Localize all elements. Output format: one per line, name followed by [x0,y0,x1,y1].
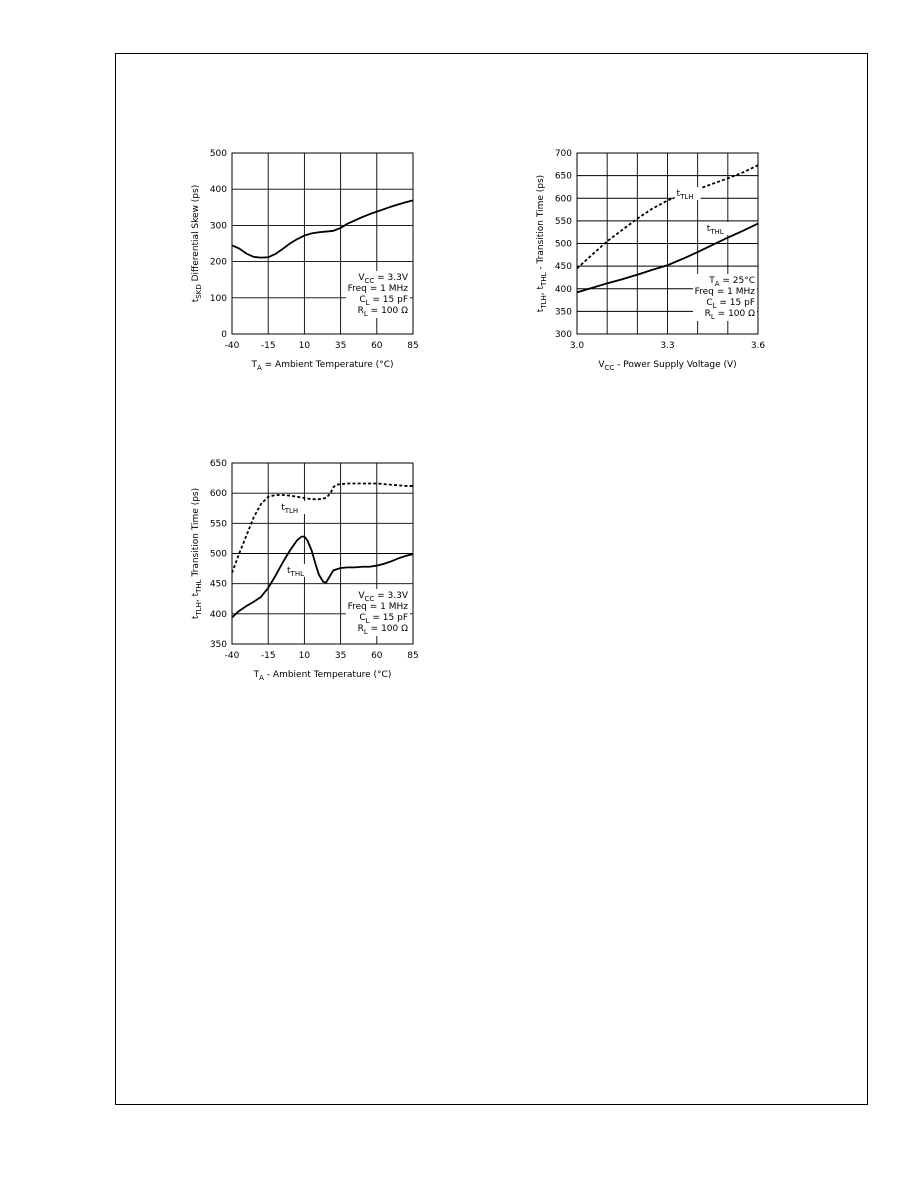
y-tick-label: 350 [554,307,572,318]
x-axis-label: $T_A$ - Ambient Temperature (°C) [253,670,392,682]
annotation-line: $T_A = 25^\circ C$ [709,276,755,288]
y-axis-label: $t_{SKD}$ Differential Skew (ps) [191,184,203,303]
chart-differential-skew-vs-temperature [180,145,440,395]
y-tick-label: 350 [209,640,227,650]
y-tick-label: 300 [209,221,227,232]
annotation-line: $V_{CC} = 3.3V$ [358,591,408,603]
x-tick-label: -40 [224,651,240,661]
y-tick-label: 500 [209,149,227,159]
y-tick-label: 300 [554,330,572,340]
x-tick-label: 10 [298,341,311,351]
series-line-0 [232,200,413,257]
y-tick-label: 400 [209,609,227,620]
annotation-line: Freq = 1 MHz [347,284,408,294]
y-axis-label: $t_{TLH}$, $t_{THL}$ Transition Time (ps) [191,487,203,620]
y-tick-label: 700 [554,149,572,159]
y-tick-label: 450 [209,579,227,590]
y-tick-label: 450 [554,262,572,273]
x-axis-label: $V_{CC}$ - Power Supply Voltage (V) [598,360,737,372]
y-tick-label: 600 [554,194,572,205]
y-tick-label: 650 [554,171,572,182]
x-tick-label: 60 [371,651,383,661]
x-tick-label: 3.3 [660,341,675,351]
y-tick-label: 550 [554,216,572,227]
annotation-line: $C_L = 15$ pF [706,298,755,310]
y-tick-label: 650 [209,459,227,469]
series-line-tTLH [232,484,413,573]
annotation-line: $R_L = 100$ Ω [704,309,755,321]
annotation-line: Freq = 1 MHz [347,602,408,612]
series-label: $t_{THL}$ [287,565,305,578]
chart-transition-time-vs-supply-voltage [525,145,785,395]
annotation-line: $C_L = 15$ pF [359,295,408,307]
x-tick-label: 35 [334,651,347,661]
x-tick-label: 85 [407,341,419,351]
annotation-line: Freq = 1 MHz [694,287,755,297]
series-label: $t_{THL}$ [706,223,724,236]
x-tick-label: -15 [260,651,276,661]
chart-transition-time-vs-temperature [180,455,440,705]
annotation-line: $C_L = 15$ pF [359,613,408,625]
x-tick-label: -15 [260,341,276,351]
x-tick-label: 60 [371,341,383,351]
y-tick-label: 200 [209,257,227,268]
y-tick-label: 400 [209,185,227,196]
x-tick-label: -40 [224,341,240,351]
x-tick-label: 10 [298,651,311,661]
annotation-line: $R_L = 100$ Ω [357,624,408,636]
y-tick-label: 0 [221,330,227,340]
y-tick-label: 500 [209,549,227,560]
x-tick-label: 35 [334,341,347,351]
series-label: $t_{TLH}$ [281,503,299,516]
series-label: $t_{TLH}$ [676,188,694,201]
y-tick-label: 500 [554,239,572,250]
y-tick-label: 100 [209,293,227,304]
y-tick-label: 600 [209,489,227,500]
x-axis-label: $T_A$ = Ambient Temperature (°C) [251,360,394,372]
y-tick-label: 550 [209,519,227,530]
annotation-line: $R_L = 100$ Ω [357,306,408,318]
annotation-line: $V_{CC} = 3.3V$ [358,273,408,285]
y-axis-label: $t_{TLH}$, $t_{THL}$ - Transition Time (ps) [536,174,548,313]
x-tick-label: 3.0 [569,341,585,351]
x-tick-label: 3.6 [750,341,766,351]
x-tick-label: 85 [407,651,419,661]
y-tick-label: 400 [554,284,572,295]
